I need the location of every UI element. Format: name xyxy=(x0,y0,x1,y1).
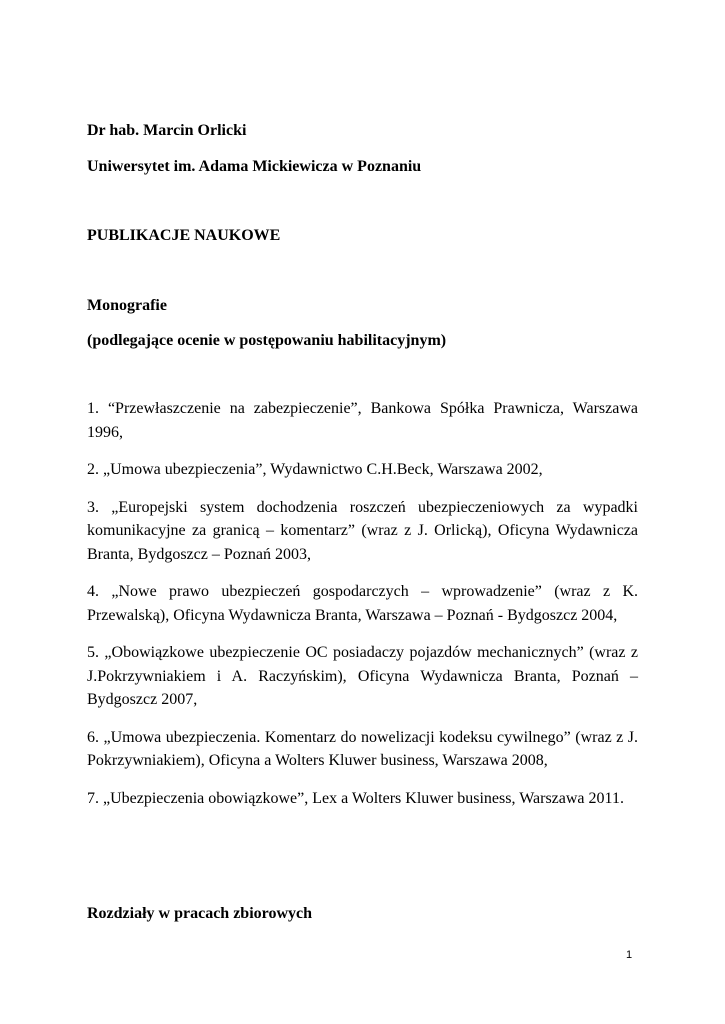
page-number: 1 xyxy=(626,949,633,961)
monographs-heading: Monografie xyxy=(87,297,167,314)
author-name: Dr hab. Marcin Orlicki xyxy=(87,122,247,139)
list-item: 3. „Europejski system dochodzenia roszczeń ubezpieczeniowych za wypadki komunikacyjne za granicą – komentarz” (wraz z J. Orlicką), Oficyna Wydawnicza Branta, Bydgoszcz – Poznań 2003, xyxy=(87,498,638,563)
section-title: PUBLIKACJE NAUKOWE xyxy=(87,227,281,244)
list-item: 1. “Przewłaszczenie na zabezpieczenie”, Bankowa Spółka Prawnicza, Warszawa 1996, xyxy=(87,400,638,441)
list-item: 7. „Ubezpieczenia obowiązkowe”, Lex a Wolters Kluwer business, Warszawa 2011. xyxy=(87,789,624,807)
chapters-heading: Rozdziały w pracach zbiorowych xyxy=(87,905,313,922)
list-item: 2. „Umowa ubezpieczenia”, Wydawnictwo C.H.Beck, Warszawa 2002, xyxy=(87,461,543,478)
monographs-subheading: (podlegające ocenie w postępowaniu habilitacyjnym) xyxy=(87,332,447,349)
university-name: Uniwersytet im. Adama Mickiewicza w Poznaniu xyxy=(87,158,422,175)
list-item: 4. „Nowe prawo ubezpieczeń gospodarczych – wprowadzenie” (wraz z K. Przewalską), Oficyna Wydawnicza Branta, Warszawa – Poznań - Bydgoszcz 2004, xyxy=(87,583,638,624)
list-item: 5. „Obowiązkowe ubezpieczenie OC posiadaczy pojazdów mechanicznych” (wraz z J.Pokrzywniakiem i A. Raczyńskim), Oficyna Wydawnicza Branta, Poznań – Bydgoszcz 2007, xyxy=(87,644,638,708)
monographs-list xyxy=(87,397,638,824)
list-item: 6. „Umowa ubezpieczenia. Komentarz do nowelizacji kodeksu cywilnego” (wraz z J. Pokrzywniakiem), Oficyna a Wolters Kluwer business, Warszawa 2008, xyxy=(87,728,638,769)
